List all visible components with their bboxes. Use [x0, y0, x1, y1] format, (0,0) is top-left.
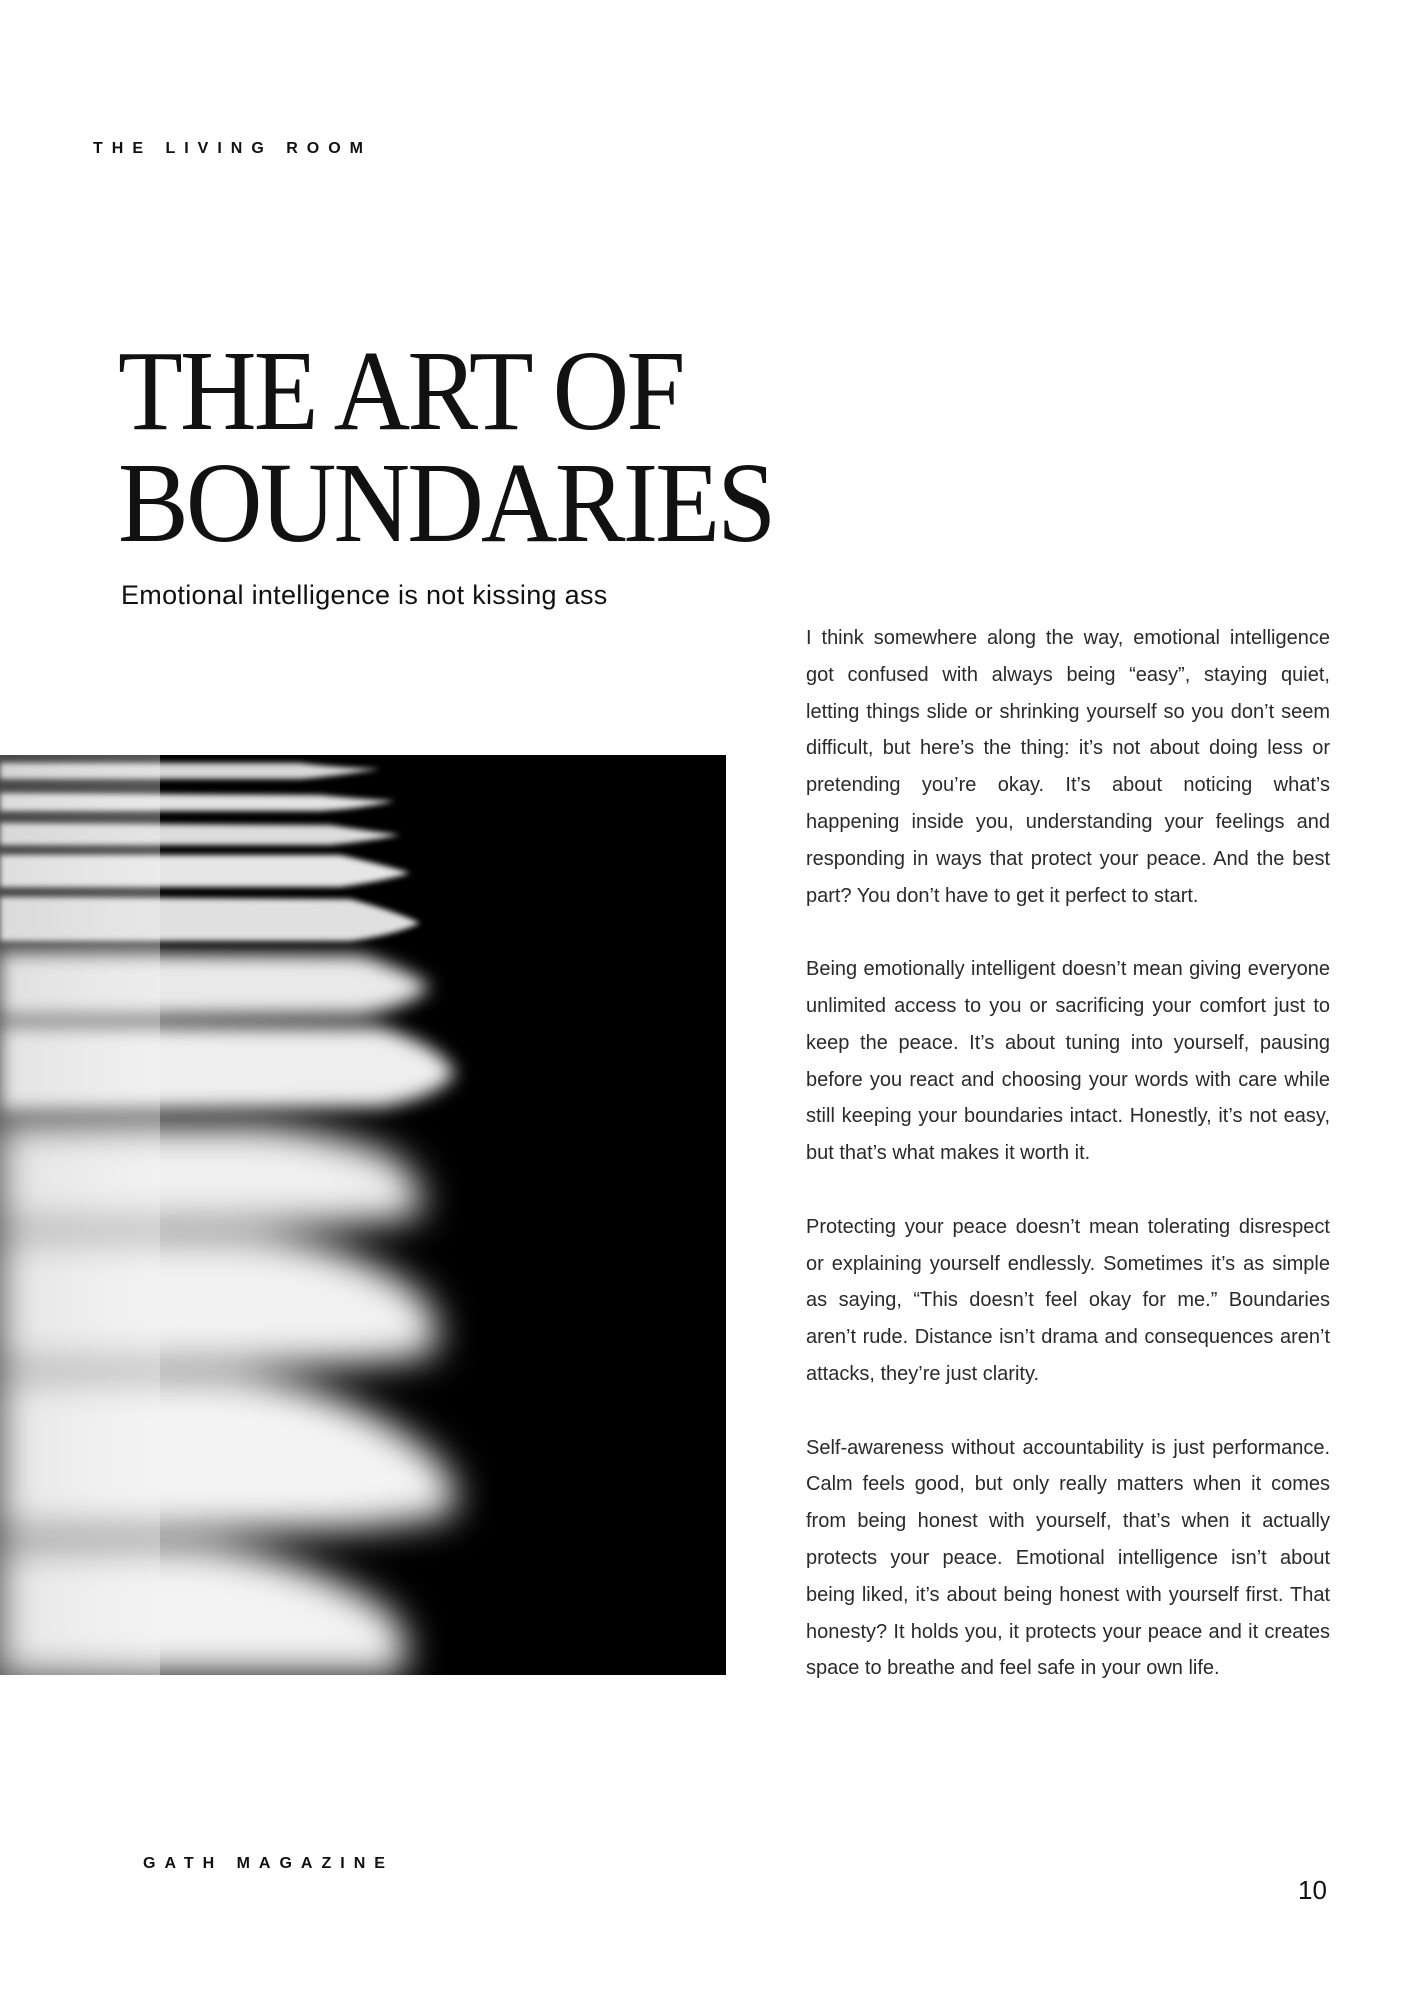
- article-subtitle: Emotional intelligence is not kissing ass: [121, 580, 608, 610]
- body-paragraph: I think somewhere along the way, emotional intelligence got confused with always being “easy”, staying quiet, letting things slide or shrinking yourself so you don’t seem difficult, but here’s the thing: it’s not about doing less or pretending you’re okay. It’s about noticing what’s happening inside you, understanding your feelings and responding in ways that protect your peace. And the best part? You don’t have to get it perfect to start.: [806, 627, 1330, 907]
- article-title: [118, 327, 774, 566]
- abstract-light-shadow-image: [0, 755, 726, 1675]
- body-paragraph: Protecting your peace doesn’t mean tolerating disrespect or explaining yourself endlessly. Sometimes it’s as simple as saying, “This doesn’t feel okay for me.” Boundaries aren’t rude. Distance isn’t drama and consequences aren’t attacks, they’re just clarity.: [806, 1215, 1330, 1385]
- article-title-line: BOUNDARIES: [118, 439, 774, 566]
- article-body: [806, 620, 1330, 1724]
- abstract-photo: [0, 755, 726, 1675]
- article-title-line: THE ART OF: [118, 327, 683, 454]
- page-number: 10: [1298, 1875, 1327, 1905]
- publication-name: GATH MAGAZINE: [143, 1855, 394, 1872]
- section-label: THE LIVING ROOM: [93, 140, 372, 157]
- body-paragraph: Being emotionally intelligent doesn’t mean giving everyone unlimited access to you or sacrificing your comfort just to keep the peace. It’s about tuning into yourself, pausing before you react and choosing your words with care while still keeping your boundaries intact. Honestly, it’s not easy, but that’s what makes it worth it.: [806, 958, 1330, 1165]
- body-paragraph: Self-awareness without accountability is just performance. Calm feels good, but only really matters when it comes from being honest with yourself, that’s when it actually protects your peace. Emotional intelligence isn’t about being liked, it’s about being honest with yourself first. That honesty? It holds you, it protects your peace and it creates space to breathe and feel safe in your own life.: [806, 1436, 1330, 1680]
